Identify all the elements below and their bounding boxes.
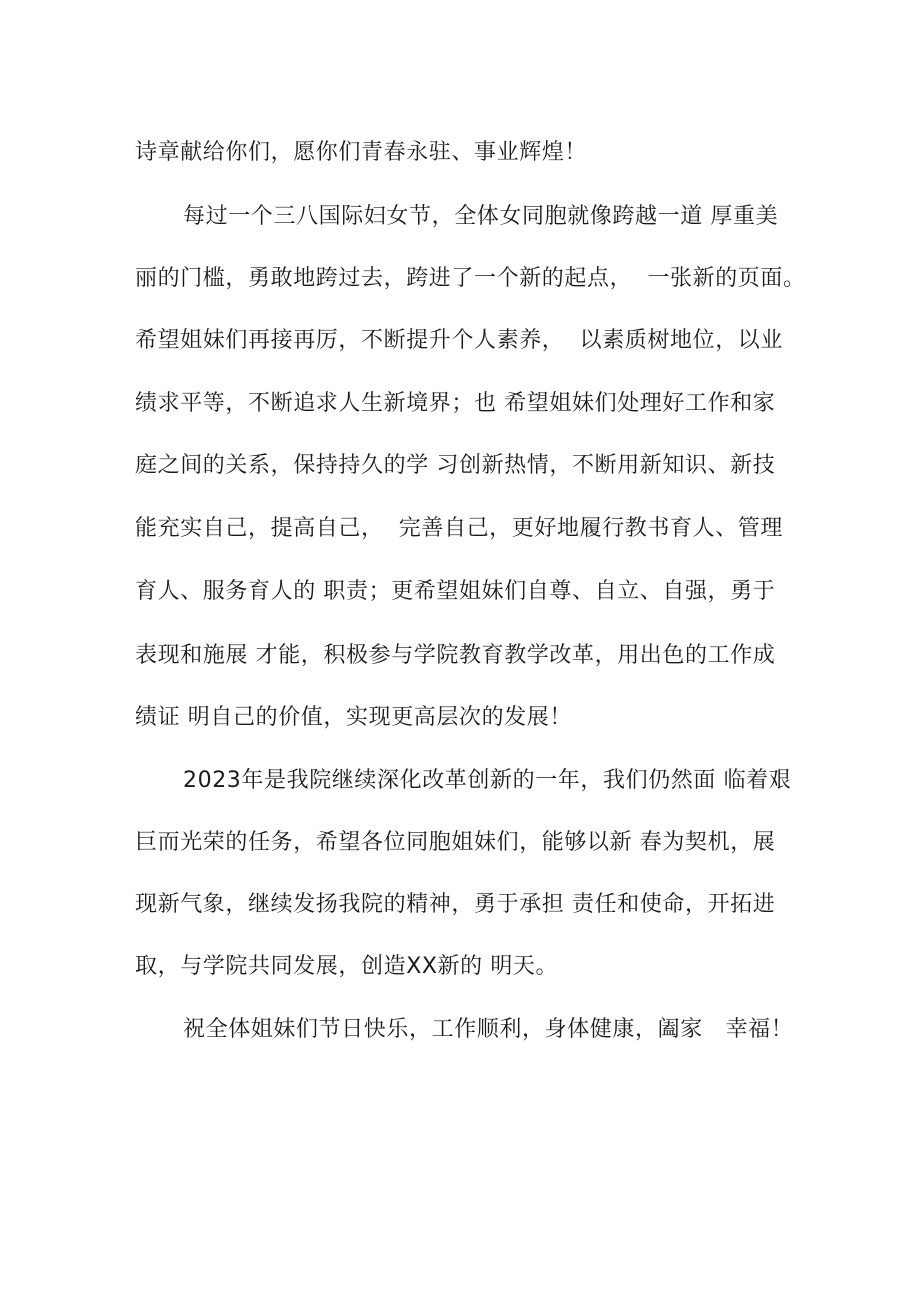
text-line: 诗章献给你们，愿你们青春永驻、事业辉煌！ [135,140,588,165]
text-line: 巨而光荣的任务，希望各位同胞姐妹们，能够以新 春为契机，展 [135,830,776,855]
text-line: 希望姐妹们再接再厉，不断提升个人素养， 以素质树地位，以业 [135,328,783,353]
text-line: 每过一个三八国际妇女节，全体女同胞就像跨越一道 厚重美 [183,204,779,229]
text-line: 现新气象，继续发扬我院的精神，勇于承担 责任和使命，开拓进 [135,892,776,917]
text-line: 能充实自己，提高自己， 完善自己，更好地履行教书育人、管理 [135,516,783,541]
text-line: 绩求平等，不断追求人生新境界；也 希望姐妹们处理好工作和家 [135,391,776,416]
text-line: 表现和施展 才能，积极参与学院教育教学改革，用出色的工作成 [135,643,776,668]
text-line: 丽的门槛，勇敢地跨过去，跨进了一个新的起点， 一张新的页面。 [135,266,806,291]
text-line: 庭之间的关系，保持持久的学 习创新热情，不断用新知识、新技 [135,453,776,478]
text-line: 绩证 明自己的价值，实现更高层次的发展！ [135,705,572,730]
text-line: 取，与学院共同发展，创造XX新的 明天。 [135,954,559,979]
text-line: 2023年是我院继续深化改革创新的一年，我们仍然面 临着艰 [183,768,792,793]
text-line: 祝全体姐妹们节日快乐，工作顺利，身体健康，阖家 幸福！ [183,1017,794,1042]
text-line: 育人、服务育人的 职责；更希望姐妹们自尊、自立、自强，勇于 [135,579,776,604]
